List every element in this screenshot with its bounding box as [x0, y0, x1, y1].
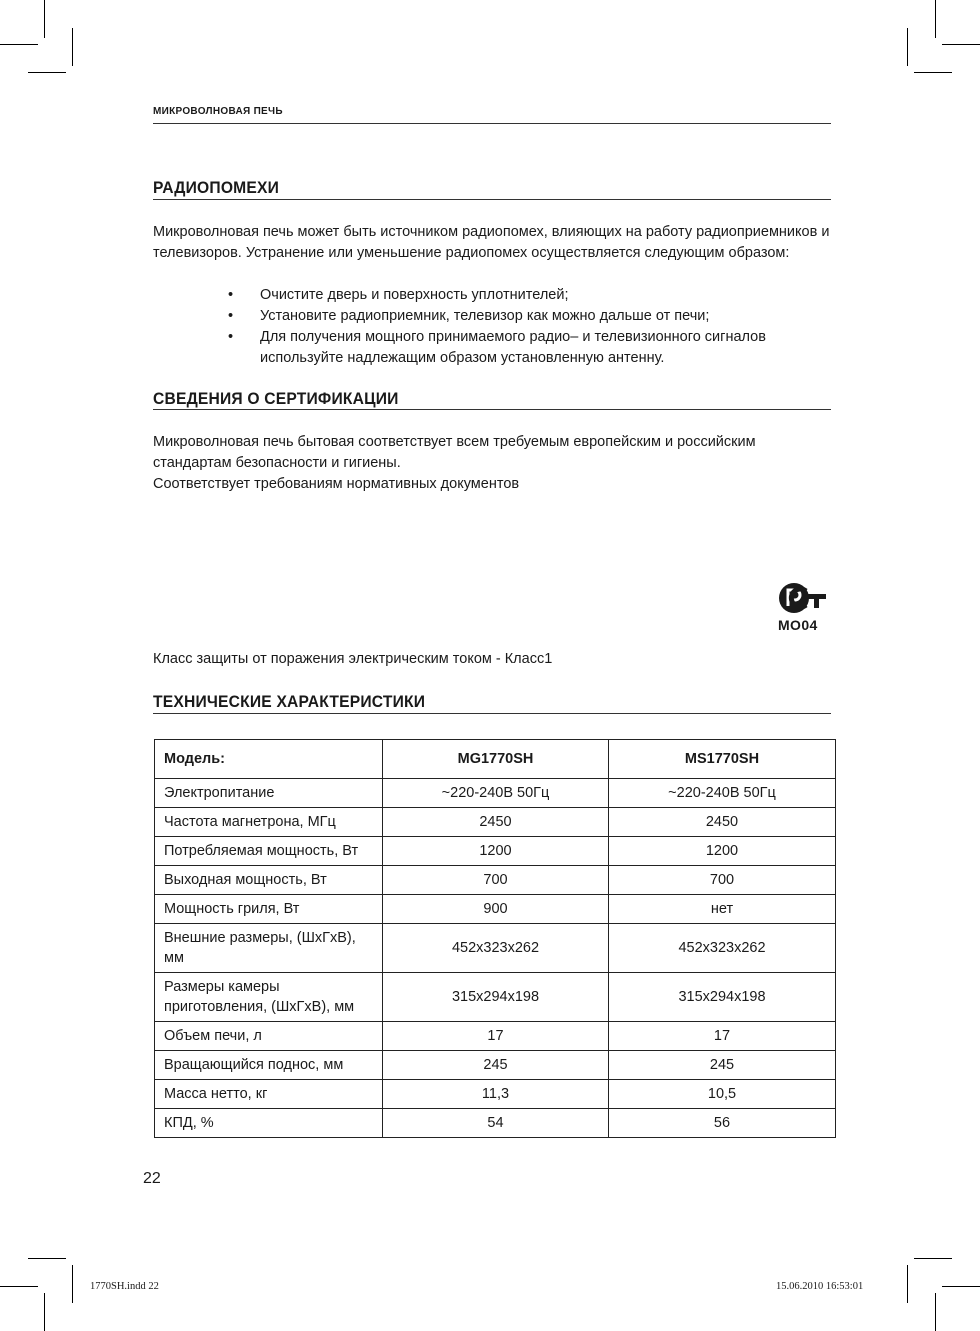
- section-rule: [153, 409, 831, 410]
- crop-mark: [28, 72, 66, 73]
- spec-value: 54: [383, 1109, 609, 1138]
- page-number: 22: [143, 1170, 161, 1187]
- crop-mark: [907, 28, 908, 66]
- list-item: • Очистите дверь и поверхность уплотнителей;: [228, 285, 828, 306]
- crop-mark: [935, 0, 936, 38]
- bullet-icon: •: [228, 308, 234, 324]
- certification-text-2: Соответствует требованиям нормативных документов: [153, 476, 520, 492]
- spec-value: 2450: [383, 808, 609, 837]
- spec-label: Объем печи, л: [155, 1022, 383, 1051]
- header-model: Модель:: [155, 740, 383, 779]
- crop-mark: [28, 1258, 66, 1259]
- table-row: [155, 808, 836, 837]
- spec-label: Потребляемая мощность, Вт: [155, 837, 383, 866]
- spec-value: 10,5: [609, 1080, 836, 1109]
- spec-label: КПД, %: [155, 1109, 383, 1138]
- running-header: МИКРОВОЛНОВАЯ ПЕЧЬ: [153, 106, 831, 124]
- header-mg1770sh: MG1770SH: [383, 740, 609, 779]
- spec-value: 2450: [609, 808, 836, 837]
- section-rule: [153, 199, 831, 200]
- spec-value: 452х323х262: [609, 924, 836, 973]
- spec-label: Вращающийся поднос, мм: [155, 1051, 383, 1080]
- rst-certification-mark-icon: [778, 582, 828, 614]
- spec-label: Внешние размеры, (ШхГхВ), мм: [155, 924, 383, 973]
- crop-mark: [914, 72, 952, 73]
- section-title-certification: СВЕДЕНИЯ О СЕРТИФИКАЦИИ: [153, 389, 399, 408]
- table-row: [155, 895, 836, 924]
- section-title-specs: ТЕХНИЧЕСКИЕ ХАРАКТЕРИСТИКИ: [153, 692, 426, 711]
- table-row: [155, 973, 836, 1022]
- spec-value: ~220-240В 50Гц: [609, 779, 836, 808]
- spec-label: Размеры камеры приготовления, (ШхГхВ), мм: [155, 973, 383, 1022]
- table-row: [155, 837, 836, 866]
- crop-mark: [942, 1286, 980, 1287]
- header-ms1770sh: MS1770SH: [609, 740, 836, 779]
- spec-label: Электропитание: [155, 779, 383, 808]
- spec-value: 17: [383, 1022, 609, 1051]
- spec-value: 245: [383, 1051, 609, 1080]
- bullet-icon: •: [228, 329, 234, 345]
- table-row: [155, 1109, 836, 1138]
- crop-mark: [44, 1293, 45, 1331]
- certification-mark-code: МО04: [778, 617, 818, 633]
- print-slug-file: 1770SH.indd 22: [90, 1281, 159, 1292]
- crop-mark: [72, 1265, 73, 1303]
- spec-value: 315х294х198: [609, 973, 836, 1022]
- table-row: [155, 1022, 836, 1051]
- spec-value: 11,3: [383, 1080, 609, 1109]
- spec-value: 900: [383, 895, 609, 924]
- protection-class: Класс защиты от поражения электрическим током - Класс1: [153, 651, 553, 667]
- spec-value: 17: [609, 1022, 836, 1051]
- table-row: [155, 1080, 836, 1109]
- spec-label: Масса нетто, кг: [155, 1080, 383, 1109]
- spec-value: 700: [609, 866, 836, 895]
- list-item: • Для получения мощного принимаемого радио– и телевизионного сигналов используйте надлежащим образом установленную антенну.: [228, 329, 766, 366]
- spec-value: 56: [609, 1109, 836, 1138]
- spec-value: ~220-240В 50Гц: [383, 779, 609, 808]
- spec-value: нет: [609, 895, 836, 924]
- crop-mark: [0, 1286, 38, 1287]
- certification-text: Микроволновая печь бытовая соответствует всем требуемым европейским и российским стандартам безопасности и гигиены.: [153, 434, 756, 471]
- crop-mark: [72, 28, 73, 66]
- spec-value: 1200: [609, 837, 836, 866]
- table-row: [155, 866, 836, 895]
- list-item: • Установите радиоприемник, телевизор как можно дальше от печи;: [228, 306, 828, 327]
- crop-mark: [0, 44, 38, 45]
- section-rule: [153, 713, 831, 714]
- spec-value: 700: [383, 866, 609, 895]
- bullet-icon: •: [228, 287, 234, 303]
- spec-value: 1200: [383, 837, 609, 866]
- table-row: [155, 1051, 836, 1080]
- table-row: [155, 779, 836, 808]
- section-title-radio: РАДИОПОМЕХИ: [153, 178, 280, 197]
- radio-bullet-list: [228, 285, 828, 369]
- spec-label: Мощность гриля, Вт: [155, 895, 383, 924]
- spec-value: 245: [609, 1051, 836, 1080]
- spec-value: 315х294х198: [383, 973, 609, 1022]
- crop-mark: [914, 1258, 952, 1259]
- table-header-row: [155, 740, 836, 779]
- print-slug-date: 15.06.2010 16:53:01: [776, 1281, 864, 1292]
- table-row: [155, 924, 836, 973]
- crop-mark: [44, 0, 45, 38]
- spec-value: 452х323х262: [383, 924, 609, 973]
- specs-table: [154, 739, 836, 1138]
- crop-mark: [907, 1265, 908, 1303]
- spec-label: Частота магнетрона, МГц: [155, 808, 383, 837]
- spec-label: Выходная мощность, Вт: [155, 866, 383, 895]
- crop-mark: [935, 1293, 936, 1331]
- crop-mark: [942, 44, 980, 45]
- radio-intro: Микроволновая печь может быть источником радиопомех, влияющих на работу радиоприемников и телевизоров. Устранение или уменьшение радиопомех осуществляется следующим образом:: [153, 224, 830, 261]
